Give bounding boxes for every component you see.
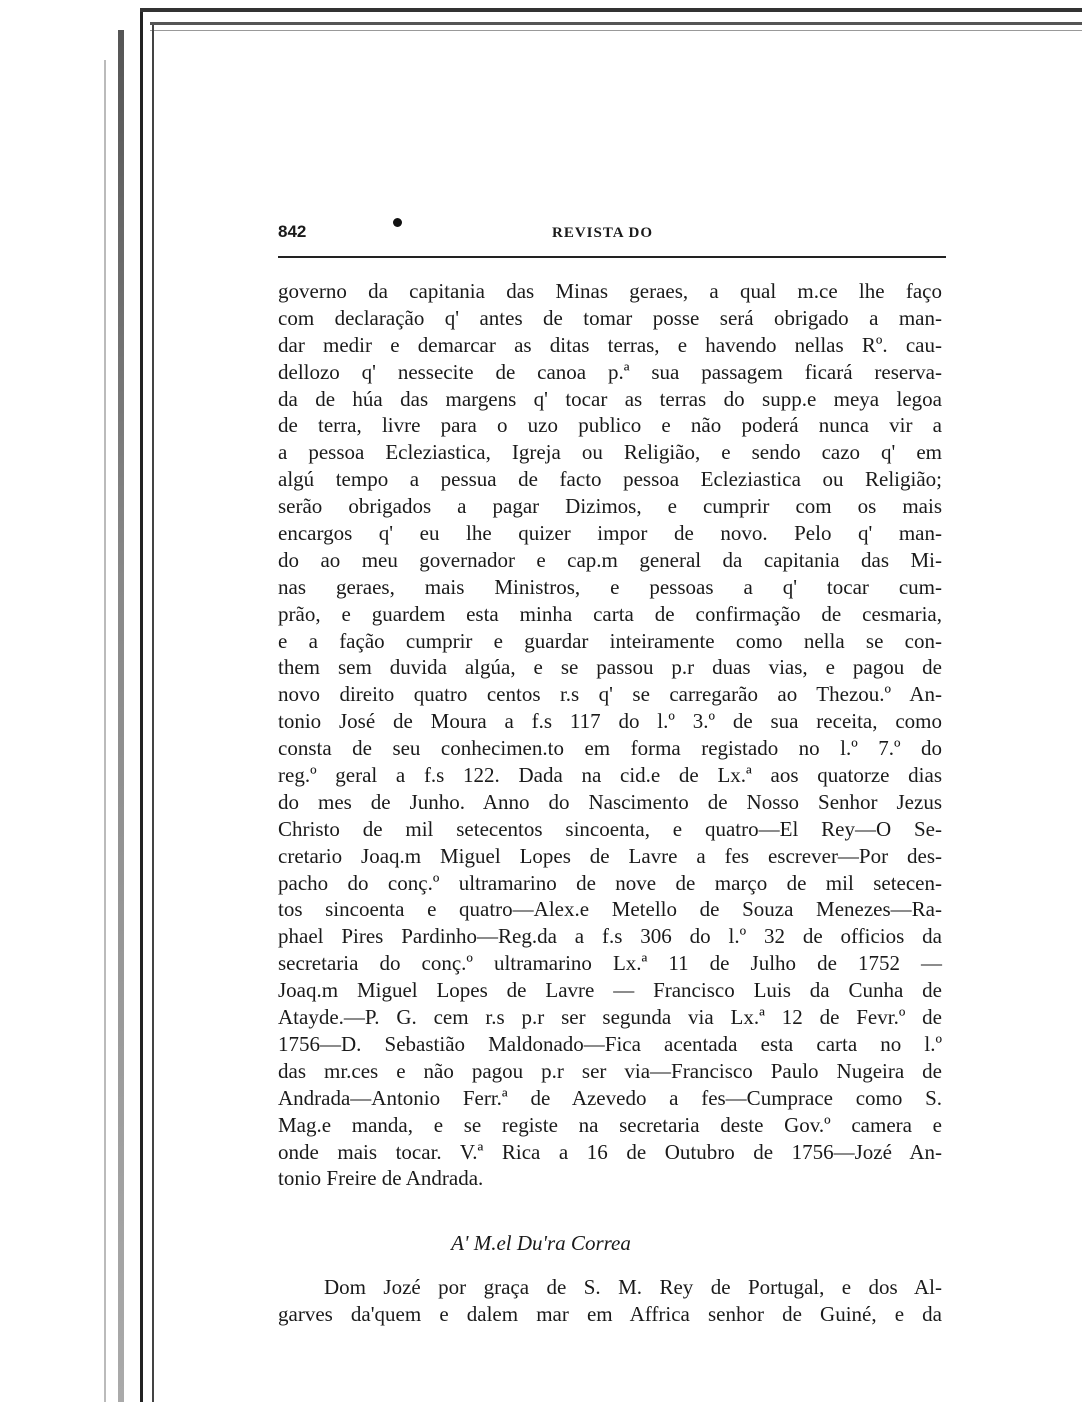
scan-border-left [140, 12, 143, 1402]
text-line: cretario Joaq.m Miguel Lopes de Lavre a fes escrever—Por des- [278, 843, 942, 868]
scan-border-top [150, 30, 1082, 31]
text-line: consta de seu conhecimen.to em forma registado no l.º 7.º do [278, 736, 942, 761]
text-line: do ao meu governador e cap.m general da capitania das Mi- [278, 547, 942, 572]
text-line: onde mais tocar. V.ª Rica a 16 de Outubro de 1756—Jozé An- [278, 1139, 942, 1164]
text-line: garves da'quem e dalem mar em Affrica senhor de Guiné, e da [278, 1301, 942, 1326]
text-line: tos sincoenta e quatro—Alex.e Metello de Souza Menezes—Ra- [278, 897, 942, 922]
text-line: das mr.ces e não pagou p.r ser via—Francisco Paulo Nugeira de [278, 1058, 942, 1083]
text-line: Andrada—Antonio Ferr.ª de Azevedo a fes—Cumprace como S. [278, 1085, 942, 1110]
scan-border-top [150, 22, 1082, 25]
text-line: algú tempo a pessua de facto pessoa Ecleziastica ou Religião; [278, 467, 942, 492]
page-header [278, 222, 946, 246]
text-line: tonio José de Moura a f.s 117 do l.º 3.º de sua receita, como [278, 709, 942, 734]
text-line: encargos q' eu lhe quizer impor de novo. Pelo q' man- [278, 521, 942, 546]
text-line: pacho do conç.º ultramarino de nove de março de mil setecen- [278, 870, 942, 895]
text-line: Dom Jozé por graça de S. M. Rey de Portugal, e dos Al- [324, 1275, 942, 1299]
text-line: Christo de mil setecentos sincoenta, e quatro—El Rey—O Se- [278, 816, 942, 841]
text-line: da de húa das margens q' tocar as terras do supp.e meya legoa [278, 386, 942, 411]
text-line: reg.º geral a f.s 122. Dada na cid.e de Lx.ª aos quatorze dias [278, 763, 942, 788]
text-line: Atayde.—P. G. cem r.s p.r ser segunda via Lx.ª 12 de Fevr.º de [278, 1005, 942, 1030]
section-heading: A' M.el Du'ra Correa [451, 1231, 631, 1255]
text-line: a pessoa Ecleziastica, Igreja ou Religião, e sendo cazo q' em [278, 440, 942, 465]
scan-border-left [152, 25, 154, 1402]
text-line: prão, e guardem esta minha carta de confirmação de cesmaria, [278, 601, 942, 626]
paragraph-1 [278, 278, 942, 1192]
text-line: Joaq.m Miguel Lopes de Lavre — Francisco Luis da Cunha de [278, 978, 942, 1003]
text-line: Mag.e manda, e se registe na secretaria deste Gov.º camera e [278, 1112, 942, 1137]
ink-dot [393, 218, 402, 227]
text-line: e a fação cumprir e guardar inteiramente como nella se con- [278, 628, 942, 653]
text-line: governo da capitania das Minas geraes, a qual m.ce lhe faço [278, 279, 942, 303]
running-title: REVISTA DO [552, 225, 653, 241]
text-line: serão obrigados a pagar Dizimos, e cumprir com os mais [278, 494, 942, 519]
scan-border-left [118, 30, 124, 1402]
text-line: them sem duvida algúa, e se passou p.r duas vias, e pagou de [278, 655, 942, 680]
text-line: do mes de Junho. Anno do Nascimento de Nosso Senhor Jezus [278, 789, 942, 814]
header-rule [278, 256, 946, 258]
text-line: dar medir e demarcar as ditas terras, e havendo nellas Rº. cau- [278, 332, 942, 357]
scan-border-top [140, 8, 1082, 12]
text-line: dellozo q' nessecite de canoa p.ª sua passagem ficará reserva- [278, 359, 942, 384]
text-line: tonio Freire de Andrada. [278, 1166, 484, 1191]
text-line: com declaração q' antes de tomar posse será obrigado a man- [278, 305, 942, 330]
text-line: novo direito quatro centos r.s q' se carregarão ao Thezou.º An- [278, 682, 942, 707]
paragraph-2 [278, 1274, 942, 1328]
text-line: nas geraes, mais Ministros, e pessoas a q' tocar cum- [278, 574, 942, 599]
text-line: de terra, livre para o uzo publico e não poderá nunca vir a [278, 413, 942, 438]
page-number: 842 [278, 222, 307, 241]
text-line: secretaria do conç.º ultramarino Lx.ª 11 de Julho de 1752 — [278, 951, 942, 976]
scan-border-left [104, 60, 106, 1402]
text-line: 1756—D. Sebastião Maldonado—Fica acentada esta carta no l.º [278, 1031, 942, 1056]
text-line: phael Pires Pardinho—Reg.da a f.s 306 do l.º 32 de officios da [278, 924, 942, 949]
